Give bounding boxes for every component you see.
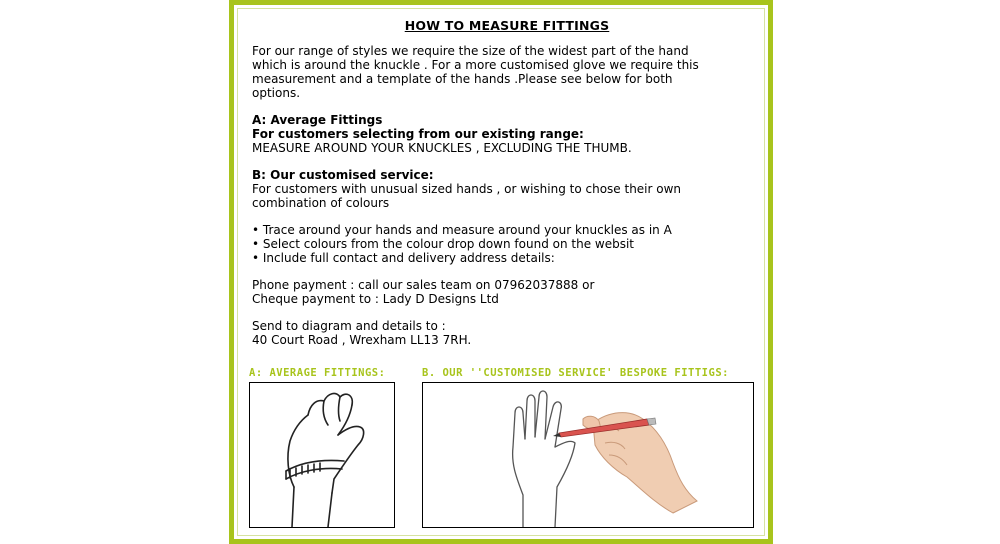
label-customised-fittings: B. OUR ''CUSTOMISED SERVICE' BESPOKE FITTIGS: bbox=[422, 367, 729, 379]
bullet-item: • Select colours from the colour drop down found on the websit bbox=[252, 237, 635, 251]
bullet-item: • Trace around your hands and measure around your knuckles as in A bbox=[252, 223, 672, 237]
label-average-fittings: A: AVERAGE FITTINGS: bbox=[249, 367, 386, 379]
page-frame bbox=[229, 0, 773, 544]
page-title: HOW TO MEASURE FITTINGS bbox=[404, 18, 610, 33]
address-line: 40 Court Road , Wrexham LL13 7RH. bbox=[252, 333, 472, 347]
hand-tracing-illustration bbox=[423, 383, 753, 527]
payment-line: Cheque payment to : Lady D Designs Ltd bbox=[252, 292, 499, 306]
hand-measure-illustration bbox=[250, 383, 394, 527]
image-average-fitting bbox=[249, 382, 395, 528]
image-customised-fitting bbox=[422, 382, 754, 528]
section-a-subheading: For customers selecting from our existing range: bbox=[252, 127, 584, 141]
intro-line: which is around the knuckle . For a more customised glove we require this bbox=[252, 58, 699, 72]
bullet-item: • Include full contact and delivery address details: bbox=[252, 251, 555, 265]
intro-line: measurement and a template of the hands .Please see below for both bbox=[252, 72, 673, 86]
intro-line: options. bbox=[252, 86, 301, 100]
address-line: Send to diagram and details to : bbox=[252, 319, 446, 333]
section-a-text: MEASURE AROUND YOUR KNUCKLES , EXCLUDING THE THUMB. bbox=[252, 141, 632, 155]
section-b-text: combination of colours bbox=[252, 196, 390, 210]
document-body bbox=[252, 19, 762, 347]
section-a-heading: A: Average Fittings bbox=[252, 113, 383, 127]
intro-line: For our range of styles we require the size of the widest part of the hand bbox=[252, 44, 689, 58]
payment-line: Phone payment : call our sales team on 07962037888 or bbox=[252, 278, 595, 292]
section-b-text: For customers with unusual sized hands , or wishing to chose their own bbox=[252, 182, 682, 196]
section-b-heading: B: Our customised service: bbox=[252, 168, 434, 182]
